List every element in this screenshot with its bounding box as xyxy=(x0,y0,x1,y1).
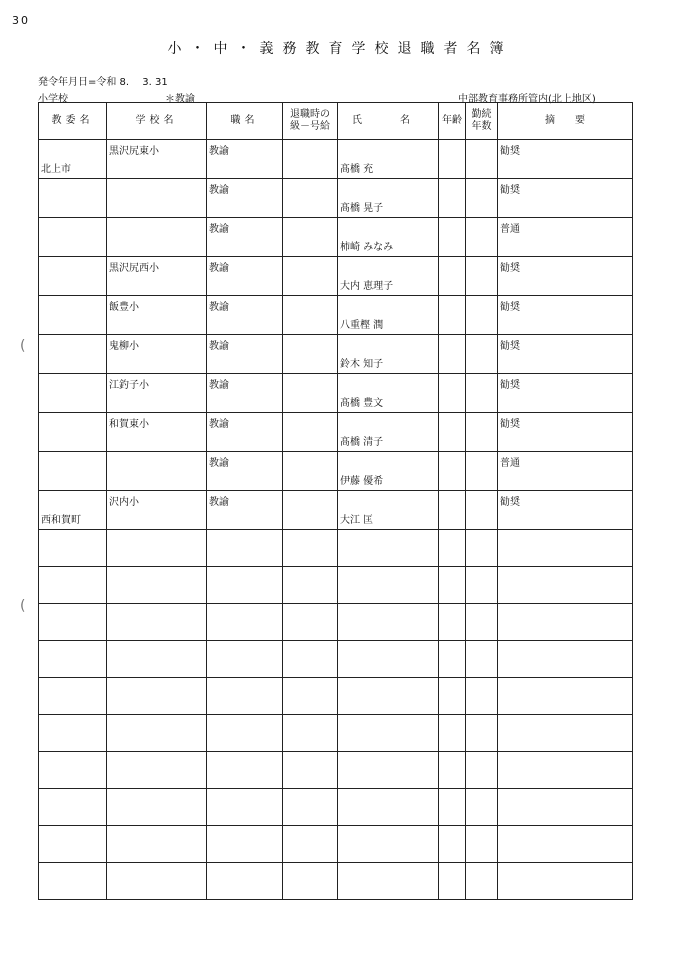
empty-cell xyxy=(283,604,338,641)
board-cell xyxy=(39,218,107,257)
years-cell xyxy=(466,257,498,296)
empty-cell xyxy=(338,678,439,715)
empty-cell xyxy=(207,604,283,641)
empty-cell xyxy=(466,641,498,678)
empty-cell xyxy=(107,530,207,567)
header-board: 教委名 xyxy=(39,103,107,140)
empty-cell xyxy=(498,863,633,900)
remarks-text: 勧奨 xyxy=(500,146,520,157)
empty-cell xyxy=(439,715,466,752)
school-cell xyxy=(107,140,207,179)
remarks-cell xyxy=(498,413,633,452)
remarks-text: 勧奨 xyxy=(500,497,520,508)
empty-cell xyxy=(439,678,466,715)
job-text: 教諭 xyxy=(209,263,229,274)
school-text: 江釣子小 xyxy=(109,380,149,391)
table-header-row xyxy=(39,103,633,140)
empty-cell xyxy=(338,789,439,826)
header-name: 氏 名 xyxy=(338,103,439,140)
age-cell xyxy=(439,140,466,179)
empty-cell xyxy=(107,789,207,826)
empty-row xyxy=(39,715,633,752)
remarks-cell xyxy=(498,335,633,374)
remarks-text: 勧奨 xyxy=(500,302,520,313)
empty-cell xyxy=(283,752,338,789)
school-text: 飯豊小 xyxy=(109,302,139,313)
name-cell xyxy=(338,140,439,179)
table-row xyxy=(39,452,633,491)
empty-cell xyxy=(338,715,439,752)
empty-cell xyxy=(466,752,498,789)
grade-cell xyxy=(283,218,338,257)
name-cell xyxy=(338,218,439,257)
empty-cell xyxy=(39,715,107,752)
years-cell xyxy=(466,179,498,218)
empty-row xyxy=(39,567,633,604)
empty-row xyxy=(39,752,633,789)
remarks-cell xyxy=(498,218,633,257)
empty-cell xyxy=(39,863,107,900)
age-cell xyxy=(439,218,466,257)
board-cell xyxy=(39,413,107,452)
empty-cell xyxy=(283,567,338,604)
school-cell xyxy=(107,491,207,530)
grade-cell xyxy=(283,413,338,452)
empty-cell xyxy=(39,641,107,678)
remarks-text: 勧奨 xyxy=(500,419,520,430)
name-text: 鈴木 知子 xyxy=(340,359,384,370)
empty-cell xyxy=(498,789,633,826)
remarks-cell xyxy=(498,374,633,413)
empty-cell xyxy=(39,826,107,863)
empty-cell xyxy=(466,604,498,641)
empty-cell xyxy=(338,604,439,641)
empty-cell xyxy=(283,863,338,900)
name-cell xyxy=(338,374,439,413)
table-row xyxy=(39,257,633,296)
empty-cell xyxy=(207,567,283,604)
job-text: 教諭 xyxy=(209,497,229,508)
school-cell xyxy=(107,413,207,452)
empty-cell xyxy=(466,789,498,826)
remarks-cell xyxy=(498,452,633,491)
years-cell xyxy=(466,452,498,491)
grade-cell xyxy=(283,374,338,413)
empty-row xyxy=(39,826,633,863)
empty-cell xyxy=(439,789,466,826)
empty-cell xyxy=(39,604,107,641)
name-cell xyxy=(338,257,439,296)
empty-cell xyxy=(107,863,207,900)
name-text: 大江 匡 xyxy=(340,515,374,526)
school-cell xyxy=(107,218,207,257)
empty-cell xyxy=(39,752,107,789)
empty-cell xyxy=(498,604,633,641)
empty-row xyxy=(39,530,633,567)
position-tag: ＊教諭 xyxy=(165,94,195,105)
empty-cell xyxy=(39,567,107,604)
remarks-text: 普通 xyxy=(500,224,520,235)
years-cell xyxy=(466,335,498,374)
remarks-text: 勧奨 xyxy=(500,185,520,196)
remarks-text: 勧奨 xyxy=(500,341,520,352)
issue-date: 発令年月日=令和 8. 3. 31 xyxy=(38,77,168,88)
age-cell xyxy=(439,296,466,335)
table-row xyxy=(39,374,633,413)
empty-cell xyxy=(338,752,439,789)
board-cell xyxy=(39,257,107,296)
remarks-cell xyxy=(498,257,633,296)
school-text: 鬼柳小 xyxy=(109,341,139,352)
name-cell xyxy=(338,296,439,335)
school-cell xyxy=(107,452,207,491)
name-text: 髙橋 充 xyxy=(340,164,374,175)
school-cell xyxy=(107,257,207,296)
empty-cell xyxy=(439,826,466,863)
empty-cell xyxy=(498,678,633,715)
years-cell xyxy=(466,374,498,413)
grade-cell xyxy=(283,257,338,296)
remarks-text: 勧奨 xyxy=(500,380,520,391)
job-cell xyxy=(207,257,283,296)
empty-cell xyxy=(466,567,498,604)
remarks-text: 普通 xyxy=(500,458,520,469)
years-cell xyxy=(466,296,498,335)
name-text: 八重樫 潤 xyxy=(340,320,384,331)
empty-cell xyxy=(107,752,207,789)
empty-row xyxy=(39,789,633,826)
job-text: 教諭 xyxy=(209,146,229,157)
empty-cell xyxy=(338,567,439,604)
job-text: 教諭 xyxy=(209,341,229,352)
grade-cell xyxy=(283,491,338,530)
empty-row xyxy=(39,678,633,715)
name-text: 柿崎 みなみ xyxy=(340,242,394,253)
empty-cell xyxy=(39,678,107,715)
school-cell xyxy=(107,374,207,413)
empty-cell xyxy=(283,641,338,678)
job-cell xyxy=(207,374,283,413)
empty-cell xyxy=(39,789,107,826)
empty-cell xyxy=(39,530,107,567)
empty-cell xyxy=(207,826,283,863)
header-years-line2: 年数 xyxy=(471,121,492,132)
name-text: 髙橋 晃子 xyxy=(340,203,384,214)
empty-cell xyxy=(107,641,207,678)
job-cell xyxy=(207,413,283,452)
school-text: 和賀東小 xyxy=(109,419,149,430)
empty-cell xyxy=(283,530,338,567)
board-cell xyxy=(39,179,107,218)
remarks-cell xyxy=(498,296,633,335)
name-text: 髙橋 清子 xyxy=(340,437,384,448)
table-body xyxy=(39,140,633,900)
age-cell xyxy=(439,179,466,218)
name-text: 伊藤 優希 xyxy=(340,476,384,487)
empty-cell xyxy=(107,604,207,641)
job-cell xyxy=(207,491,283,530)
name-cell xyxy=(338,413,439,452)
header-age: 年齢 xyxy=(439,103,466,140)
years-cell xyxy=(466,140,498,179)
school-cell xyxy=(107,335,207,374)
empty-cell xyxy=(338,641,439,678)
job-cell xyxy=(207,218,283,257)
empty-cell xyxy=(498,530,633,567)
age-cell xyxy=(439,413,466,452)
table-row xyxy=(39,218,633,257)
empty-cell xyxy=(498,826,633,863)
grade-cell xyxy=(283,452,338,491)
empty-cell xyxy=(439,604,466,641)
job-text: 教諭 xyxy=(209,380,229,391)
header-grade-line2: 級－号給 xyxy=(290,121,330,132)
table-row xyxy=(39,335,633,374)
empty-cell xyxy=(207,863,283,900)
empty-cell xyxy=(439,863,466,900)
age-cell xyxy=(439,374,466,413)
empty-cell xyxy=(107,826,207,863)
school-type: 小学校 xyxy=(38,94,68,105)
empty-cell xyxy=(466,530,498,567)
remarks-cell xyxy=(498,491,633,530)
table-row xyxy=(39,140,633,179)
empty-cell xyxy=(439,752,466,789)
binding-hole-mark: ( xyxy=(20,338,26,354)
empty-cell xyxy=(207,715,283,752)
name-text: 大内 恵理子 xyxy=(340,281,394,292)
board-cell xyxy=(39,374,107,413)
school-text: 黒沢尻西小 xyxy=(109,263,159,274)
empty-cell xyxy=(283,826,338,863)
empty-cell xyxy=(283,678,338,715)
page-number: 30 xyxy=(12,14,30,27)
job-cell xyxy=(207,140,283,179)
header-grade-line1: 退職時の xyxy=(290,108,330,120)
job-cell xyxy=(207,452,283,491)
empty-cell xyxy=(498,715,633,752)
job-text: 教諭 xyxy=(209,302,229,313)
job-cell xyxy=(207,335,283,374)
age-cell xyxy=(439,335,466,374)
board-cell xyxy=(39,452,107,491)
remarks-cell xyxy=(498,140,633,179)
board-cell xyxy=(39,140,107,179)
empty-cell xyxy=(498,567,633,604)
empty-cell xyxy=(439,567,466,604)
table-row xyxy=(39,296,633,335)
age-cell xyxy=(439,491,466,530)
empty-cell xyxy=(107,567,207,604)
grade-cell xyxy=(283,335,338,374)
empty-cell xyxy=(207,641,283,678)
header-job: 職名 xyxy=(207,103,283,140)
name-text: 髙橋 豊文 xyxy=(340,398,384,409)
empty-row xyxy=(39,863,633,900)
empty-cell xyxy=(338,863,439,900)
table-row xyxy=(39,179,633,218)
job-text: 教諭 xyxy=(209,419,229,430)
empty-cell xyxy=(466,715,498,752)
name-cell xyxy=(338,452,439,491)
empty-cell xyxy=(107,715,207,752)
empty-row xyxy=(39,604,633,641)
board-text: 北上市 xyxy=(41,164,71,175)
board-cell xyxy=(39,491,107,530)
remarks-text: 勧奨 xyxy=(500,263,520,274)
board-text: 西和賀町 xyxy=(41,515,81,526)
name-cell xyxy=(338,335,439,374)
job-text: 教諭 xyxy=(209,185,229,196)
school-cell xyxy=(107,179,207,218)
years-cell xyxy=(466,218,498,257)
board-cell xyxy=(39,296,107,335)
school-cell xyxy=(107,296,207,335)
board-cell xyxy=(39,335,107,374)
grade-cell xyxy=(283,179,338,218)
grade-cell xyxy=(283,296,338,335)
empty-cell xyxy=(498,641,633,678)
remarks-cell xyxy=(498,179,633,218)
empty-cell xyxy=(283,789,338,826)
grade-cell xyxy=(283,140,338,179)
empty-cell xyxy=(498,752,633,789)
years-cell xyxy=(466,413,498,452)
header-school: 学校名 xyxy=(107,103,207,140)
district-label: 中部教育事務所管内(北上地区) xyxy=(458,94,596,105)
name-cell xyxy=(338,179,439,218)
empty-cell xyxy=(439,641,466,678)
empty-cell xyxy=(207,789,283,826)
job-cell xyxy=(207,296,283,335)
job-text: 教諭 xyxy=(209,224,229,235)
name-cell xyxy=(338,491,439,530)
school-text: 沢内小 xyxy=(109,497,139,508)
empty-cell xyxy=(439,530,466,567)
empty-cell xyxy=(207,752,283,789)
empty-cell xyxy=(466,678,498,715)
binding-hole-mark: ( xyxy=(20,598,26,614)
age-cell xyxy=(439,257,466,296)
empty-cell xyxy=(338,826,439,863)
school-text: 黒沢尻東小 xyxy=(109,146,159,157)
retiree-table xyxy=(38,102,633,900)
job-cell xyxy=(207,179,283,218)
empty-cell xyxy=(107,678,207,715)
header-years-line1: 勤続 xyxy=(471,108,492,120)
header-years xyxy=(466,103,498,140)
age-cell xyxy=(439,452,466,491)
years-cell xyxy=(466,491,498,530)
empty-cell xyxy=(207,530,283,567)
job-text: 教諭 xyxy=(209,458,229,469)
header-remarks: 摘 要 xyxy=(498,103,633,140)
empty-cell xyxy=(283,715,338,752)
table-row xyxy=(39,491,633,530)
empty-cell xyxy=(338,530,439,567)
header-grade xyxy=(283,103,338,140)
document-title: 小・中・義務教育学校退職者名簿 xyxy=(167,41,513,57)
empty-cell xyxy=(466,863,498,900)
empty-row xyxy=(39,641,633,678)
empty-cell xyxy=(466,826,498,863)
empty-cell xyxy=(207,678,283,715)
table-row xyxy=(39,413,633,452)
